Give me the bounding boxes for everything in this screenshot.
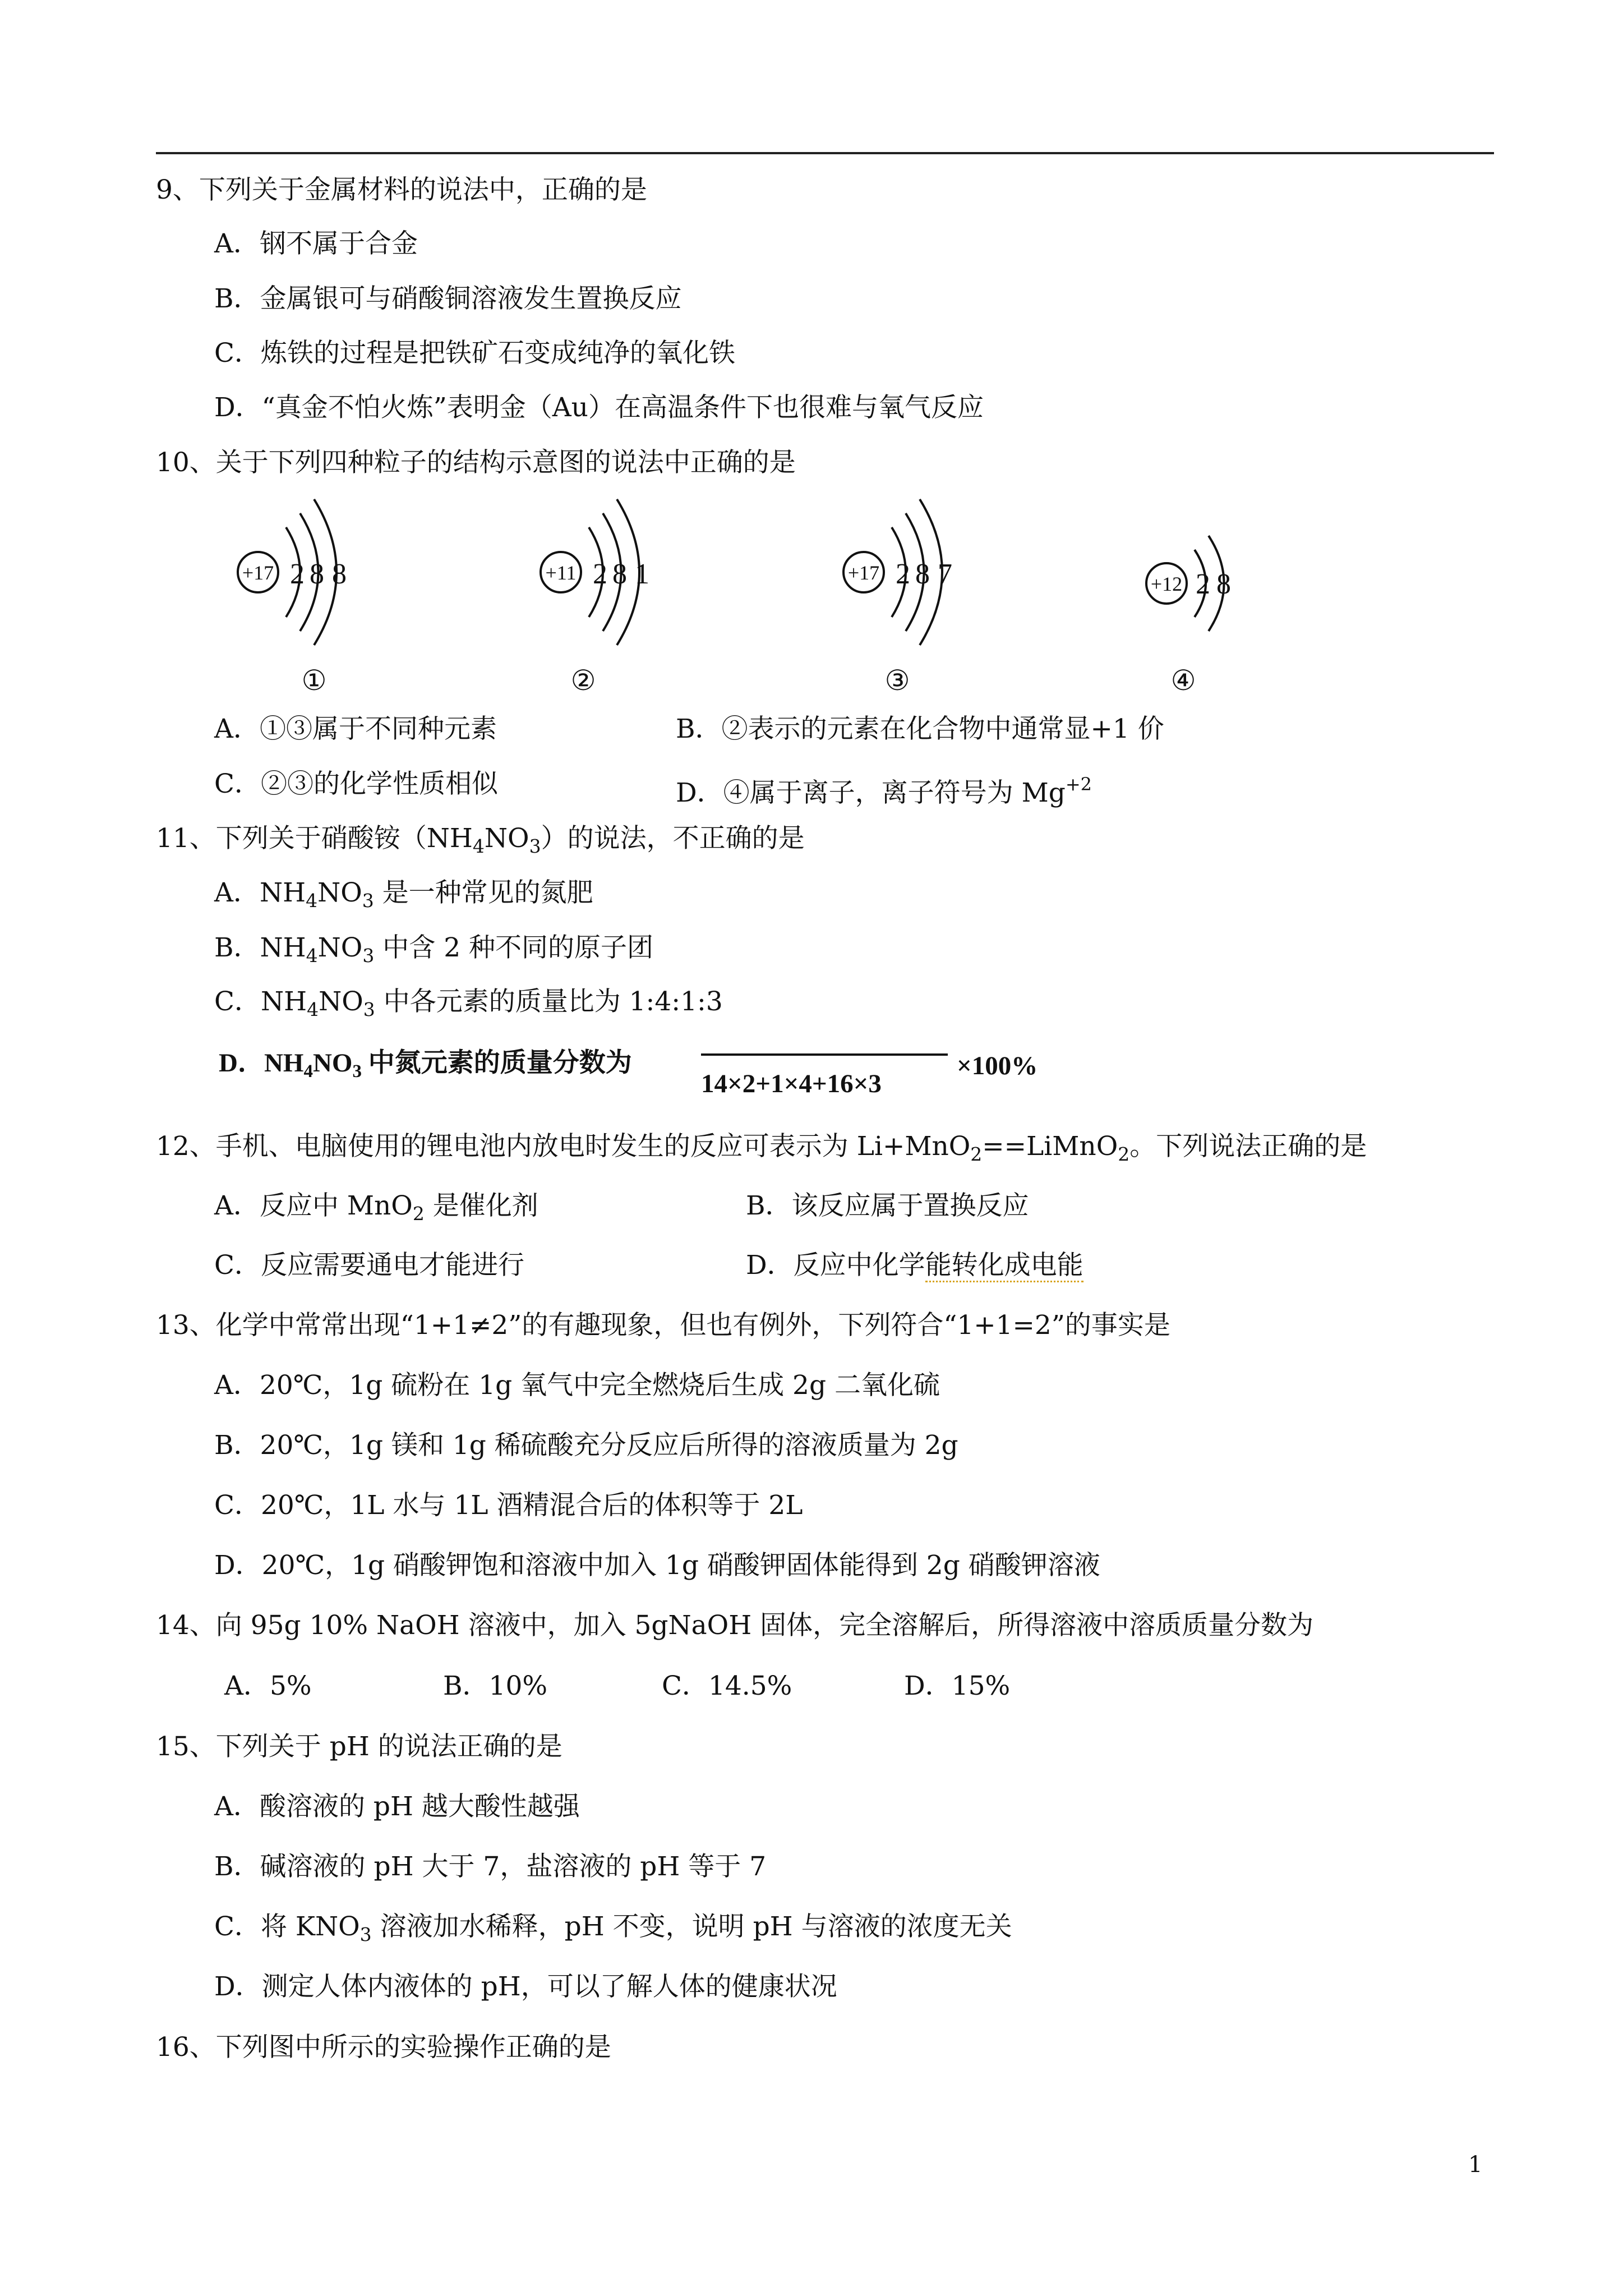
q15-option-a: A．酸溶液的 pH 越大酸性越强 (214, 1791, 580, 1822)
header-rule (156, 152, 1494, 154)
subscript: 4 (303, 1061, 313, 1082)
q15-option-part: 溶液加水稀释，pH 不变，说明 pH 与溶液的浓度无关 (371, 1911, 1012, 1942)
q15-option-part: C．将 KNO (214, 1911, 360, 1942)
shell-electrons: 2 (593, 558, 607, 590)
q11-option-part: C．NH (214, 986, 307, 1017)
q12-option-d (746, 1249, 1083, 1282)
q12-stem-part: 。下列说法正确的是 (1129, 1131, 1367, 1162)
subscript: 2 (1118, 1143, 1130, 1165)
q9-option-b: B．金属银可与硝酸铜溶液发生置换反应 (214, 283, 682, 314)
particle-label: ③ (884, 665, 910, 696)
subscript: 4 (307, 999, 319, 1020)
q11-option-d (219, 1046, 632, 1088)
q12-stem-part: 12、手机、电脑使用的锂电池内放电时发生的反应可表示为 Li+MnO (156, 1131, 971, 1162)
particle-structure-diagrams (224, 494, 1346, 696)
page-number: 1 (1468, 2152, 1483, 2178)
q14-option-b: B．10% (443, 1671, 548, 1701)
q12-option-a (214, 1189, 538, 1231)
q13-option-b: B．20℃，1g 镁和 1g 稀硫酸充分反应后所得的溶液质量为 2g (214, 1430, 958, 1461)
q11-option-part: 中氮元素的质量分数为 (361, 1048, 632, 1078)
q10-option-a: A．①③属于不同种元素 (214, 714, 497, 744)
q10-option-c: C．②③的化学性质相似 (214, 769, 498, 799)
q10-stem: 10、关于下列四种粒子的结构示意图的说法中正确的是 (156, 447, 796, 478)
q11-option-c (214, 985, 723, 1027)
subscript: 3 (359, 1924, 372, 1945)
particle-diagram-4 (1146, 536, 1231, 696)
q12-option-c: C．反应需要通电才能进行 (214, 1250, 524, 1281)
q11-option-part: NO (312, 1048, 353, 1078)
q11-stem-part: ）的说法，不正确的是 (541, 823, 805, 854)
nucleus-charge-1: +17 (242, 562, 274, 584)
shell-electrons: 8 (310, 558, 324, 590)
shell-electrons: 2 (1196, 568, 1210, 600)
q9-option-a: A．钢不属于合金 (214, 228, 418, 259)
q15-option-d: D．测定人体内液体的 pH，可以了解人体的健康状况 (214, 1971, 837, 2002)
subscript: 3 (352, 1061, 362, 1082)
q11-option-part: B．NH (214, 932, 306, 963)
shell-electrons: 1 (635, 558, 649, 590)
fraction-bar (701, 1053, 948, 1056)
shell-electrons: 2 (290, 558, 305, 590)
subscript: 2 (412, 1203, 425, 1225)
q11-stem-part: 11、下列关于硝酸铵（NH (156, 823, 473, 854)
q11-option-part: A．NH (214, 877, 306, 908)
subscript: 3 (362, 945, 375, 967)
q15-option-b: B．碱溶液的 pH 大于 7，盐溶液的 pH 等于 7 (214, 1851, 767, 1882)
q12-stem-part: ==LiMnO (982, 1131, 1118, 1162)
fraction-denominator: 14×2+1×4+16×3 (701, 1069, 882, 1098)
q11-option-a (214, 876, 593, 918)
q12-option-part: A．反应中 MnO (214, 1190, 413, 1221)
q16-stem: 16、下列图中所示的实验操作正确的是 (156, 2032, 611, 2063)
q15-stem: 15、下列关于 pH 的说法正确的是 (156, 1731, 562, 1762)
particle-label: ② (570, 665, 596, 696)
particle-diagram-1 (238, 499, 347, 696)
q11-option-b (214, 931, 653, 973)
particle-diagram-2 (541, 499, 649, 696)
shell-electrons: 8 (915, 558, 930, 590)
q9-option-d: D．“真金不怕火炼”表明金（Au）在高温条件下也很难与氧气反应 (214, 392, 984, 423)
q11-option-part: NO (317, 877, 362, 908)
shell-electrons: 2 (896, 558, 910, 590)
q11-option-part: 中各元素的质量比为 1:4:1:3 (375, 986, 723, 1017)
q12-option-part: D．反应中化学 (746, 1250, 925, 1281)
q13-option-d: D．20℃，1g 硝酸钾饱和溶液中加入 1g 硝酸钾固体能得到 2g 硝酸钾溶液 (214, 1550, 1100, 1581)
q11-option-part: NO (317, 932, 363, 963)
q14-option-a: A．5% (224, 1671, 312, 1701)
q11-option-part: 中含 2 种不同的原子团 (374, 932, 654, 963)
q11-stem (156, 822, 805, 863)
subscript: 3 (362, 890, 374, 912)
subscript: 3 (529, 835, 541, 857)
q13-option-c: C．20℃，1L 水与 1L 酒精混合后的体积等于 2L (214, 1490, 803, 1521)
particle-diagram-3 (843, 499, 952, 696)
nucleus-charge-4: +12 (1150, 573, 1183, 595)
particle-label: ① (301, 665, 327, 696)
q9-stem: 9、下列关于金属材料的说法中，正确的是 (156, 174, 647, 205)
q11-stem-part: NO (484, 823, 529, 854)
q12-option-part: 是催化剂 (424, 1190, 538, 1221)
particle-label: ④ (1170, 665, 1196, 696)
subscript: 4 (306, 945, 318, 967)
q12-option-part: 能转化成电能 (925, 1250, 1083, 1282)
superscript: +2 (1065, 774, 1092, 795)
shell-electrons: 8 (1216, 568, 1231, 600)
shell-electrons: 8 (332, 558, 347, 590)
nucleus-charge-2: +11 (545, 562, 577, 584)
q11-option-part: 是一种常见的氮肥 (374, 877, 593, 908)
subscript: 4 (306, 890, 318, 912)
shell-electrons: 7 (938, 558, 952, 590)
fraction-multiplier: ×100% (957, 1051, 1038, 1080)
q13-option-a: A．20℃，1g 硫粉在 1g 氧气中完全燃烧后生成 2g 二氧化硫 (214, 1370, 940, 1401)
q10-option-d (676, 767, 1092, 810)
q15-option-c (214, 1910, 1012, 1952)
q13-stem: 13、化学中常常出现“1+1≠2”的有趣现象，但也有例外，下列符合“1+1=2”的事实是 (156, 1310, 1170, 1341)
q11-option-part: NO (319, 986, 363, 1017)
subscript: 2 (970, 1143, 983, 1165)
q12-option-b: B．该反应属于置换反应 (746, 1190, 1029, 1221)
q11-option-part: D．NH (219, 1048, 304, 1078)
q10-option-d-text: D．④属于离子，离子符号为 Mg (676, 777, 1066, 808)
q9-option-c: C．炼铁的过程是把铁矿石变成纯净的氧化铁 (214, 338, 735, 369)
subscript: 3 (363, 999, 375, 1020)
q10-option-b: B．②表示的元素在化合物中通常显+1 价 (676, 714, 1164, 744)
q14-stem: 14、向 95g 10% NaOH 溶液中，加入 5gNaOH 固体，完全溶解后，所得溶液中溶质质量分数为 (156, 1610, 1314, 1641)
subscript: 4 (472, 835, 485, 857)
q14-option-d: D．15% (904, 1671, 1011, 1701)
q12-stem (156, 1130, 1367, 1171)
nucleus-charge-3: +17 (847, 562, 880, 584)
q14-option-c: C．14.5% (662, 1671, 792, 1701)
shell-electrons: 8 (612, 558, 627, 590)
